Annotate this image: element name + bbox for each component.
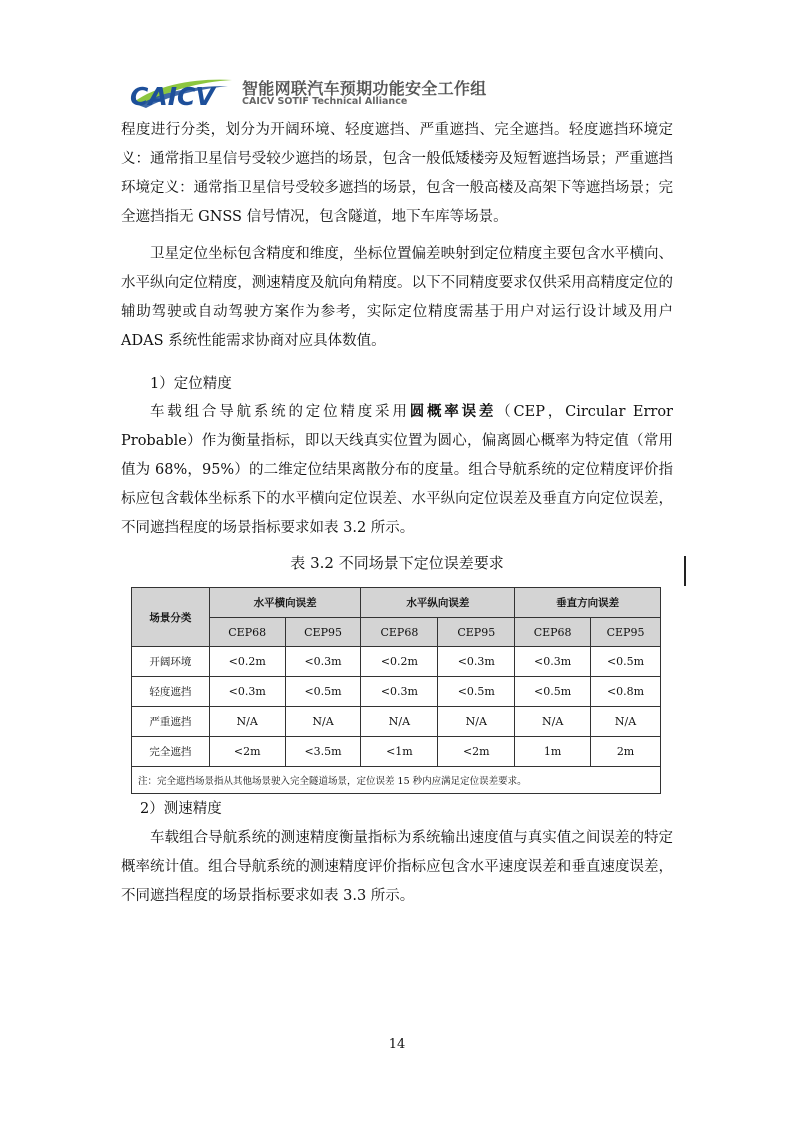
table-row-label: 严重遮挡 [132,707,210,737]
table-cell: <0.5m [591,647,661,677]
table-subheader: CEP68 [209,618,285,647]
table-cell: N/A [361,707,438,737]
table-cell: N/A [515,707,591,737]
table-note: 注：完全遮挡场景指从其他场景驶入完全隧道场景，定位误差 15 秒内应满足定位误差要求。 [132,767,661,794]
table-cell: N/A [591,707,661,737]
page-number: 14 [388,1037,406,1052]
table-row [132,707,661,737]
positioning-error-table [131,587,661,794]
table-row [132,677,661,707]
table-row-label: 轻度遮挡 [132,677,210,707]
table-cell: N/A [285,707,361,737]
table-subheader: CEP68 [515,618,591,647]
table-row [132,647,661,677]
table-subheader: CEP95 [438,618,515,647]
table-header-horizontal-lateral: 水平横向误差 [209,588,361,618]
section-heading-positioning-accuracy: 1）定位精度 [150,376,232,392]
section-heading-velocity-accuracy: 2）测速精度 [140,801,222,817]
paragraph-cep-definition [121,398,673,543]
table-cell: <0.8m [591,677,661,707]
table-caption: 表 3.2 不同场景下定位误差要求 [290,554,504,572]
table-cell: <3.5m [285,737,361,767]
table-row [132,737,661,767]
table-cell: <0.2m [361,647,438,677]
table-cell: <0.3m [438,647,515,677]
table-cell: <2m [438,737,515,767]
table-header-horizontal-longitudinal: 水平纵向误差 [361,588,515,618]
table-subheader: CEP95 [285,618,361,647]
table-cell: <0.3m [209,677,285,707]
table-cell: N/A [438,707,515,737]
table-subheader: CEP95 [591,618,661,647]
margin-change-bar [684,556,686,586]
cep-term: 圆概率误差 [409,404,497,420]
table-header-vertical: 垂直方向误差 [515,588,661,618]
table-cell: <1m [361,737,438,767]
table-cell: 2m [591,737,661,767]
table-cell: <0.5m [438,677,515,707]
paragraph-velocity-accuracy: 车载组合导航系统的测速精度衡量指标为系统输出速度值与真实值之间误差的特定概率统计值。组合导航系统的测速精度评价指标应包含水平速度误差和垂直速度误差，不同遮挡程度的场景指标要求如表 3.3 所示。 [121,830,673,904]
org-name-en: CAICV SOTIF Technical Alliance [242,96,408,107]
table-cell: <0.2m [209,647,285,677]
table-cell: <0.3m [361,677,438,707]
table-cell: <0.3m [285,647,361,677]
paragraph-positioning-coordinates: 卫星定位坐标包含精度和维度，坐标位置偏差映射到定位精度主要包含水平横向、水平纵向定位精度，测速精度及航向角精度。以下不同精度要求仅供采用高精度定位的辅助驾驶或自动驾驶方案作为参考，实际定位精度需基于用户对运行设计域及用户 ADAS 系统性能需求协商对应具体数值。 [121,246,673,349]
table-cell: 1m [515,737,591,767]
page-header [128,72,508,112]
caicv-logo-text: CAICV [130,82,215,111]
cep-text-b: （CEP，Circular Error Probable）作为衡量指标，即以天线真实位置为圆心，偏离圆心概率为特定值（常用值为 68%，95%）的二维定位结果离散分布的度量。组合导航系统的定位精度评价指标应包含载体坐标系下的水平横向定位误差、水平纵向定位误差及垂直方向定位误差，不同遮挡程度的场景指标要求如表 3.2 所示。 [121,404,673,536]
cep-text-a: 车载组合导航系统的定位精度采用 [150,404,410,420]
table-cell: <0.5m [515,677,591,707]
org-name-cn: 智能网联汽车预期功能安全工作组 [242,79,487,98]
table-row-label: 开阔环境 [132,647,210,677]
table-cell: <0.3m [515,647,591,677]
table-cell: N/A [209,707,285,737]
table-row-label: 完全遮挡 [132,737,210,767]
table-cell: <0.5m [285,677,361,707]
table-header-category: 场景分类 [132,588,210,647]
paragraph-occlusion-definitions: 程度进行分类，划分为开阔环境、轻度遮挡、严重遮挡、完全遮挡。轻度遮挡环境定义：通常指卫星信号受较少遮挡的场景，包含一般低矮楼旁及短暂遮挡场景；严重遮挡环境定义：通常指卫星信号受较多遮挡的场景，包含一般高楼及高架下等遮挡场景；完全遮挡指无 GNSS 信号情况，包含隧道，地下车库等场景。 [121,122,673,225]
table-subheader: CEP68 [361,618,438,647]
table-cell: <2m [209,737,285,767]
